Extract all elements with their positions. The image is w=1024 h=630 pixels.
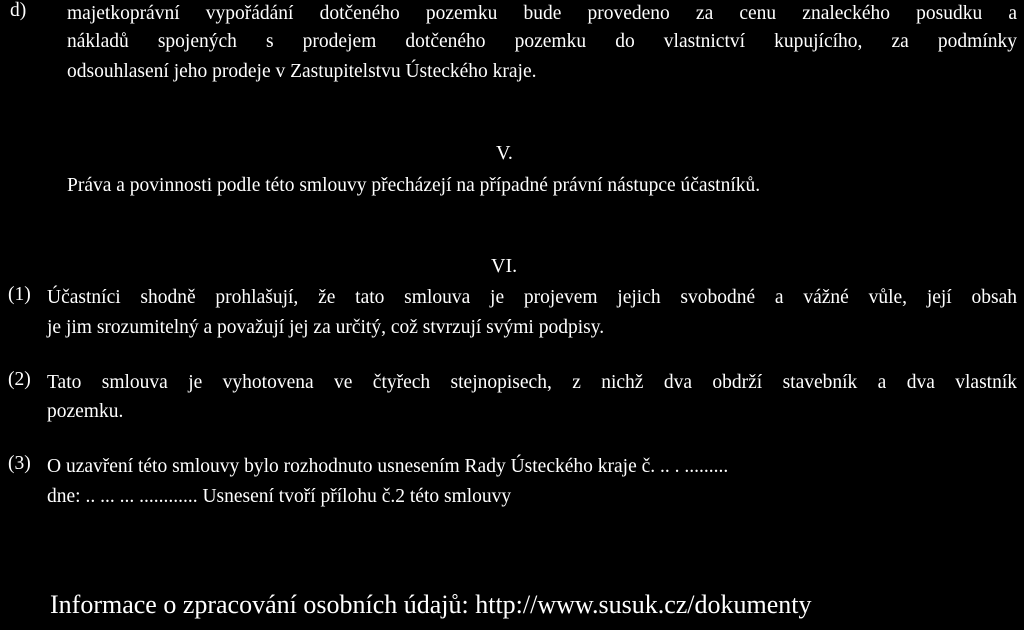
item-2-line-1: Tato smlouva je vyhotovena ve čtyřech stejnopisech, z nichž dva obdrží stavebník a dva vlastník xyxy=(47,372,1017,393)
item-1-line-1: Účastníci shodně prohlašují, že tato smlouva je projevem jejich svobodné a vážné vůle, její obsah xyxy=(47,287,1017,308)
section-vi-heading: VI. xyxy=(491,255,518,277)
section-d-line-1: majetkoprávní vypořádání dotčeného pozemku bude provedeno za cenu znaleckého posudku a xyxy=(67,3,1017,24)
section-d-marker: d) xyxy=(10,0,27,21)
footer-info: Informace o zpracování osobních údajů: http://www.susuk.cz/dokumenty xyxy=(50,590,812,619)
item-3-line-2: dne: .. ... ... ............ Usnesení tvoří přílohu č.2 této smlouvy xyxy=(47,486,512,507)
section-v-heading: V. xyxy=(496,142,513,164)
section-d-line-3: odsouhlasení jeho prodeje v Zastupitelstvu Ústeckého kraje. xyxy=(67,61,537,82)
item-1-line-2: je jim srozumitelný a považují jej za určitý, což stvrzují svými podpisy. xyxy=(47,317,605,338)
item-1-number: (1) xyxy=(8,284,31,305)
item-2-line-2: pozemku. xyxy=(47,401,124,422)
item-2-number: (2) xyxy=(8,369,31,390)
section-d-line-2: nákladů spojených s prodejem dotčeného pozemku do vlastnictví kupujícího, za podmínky xyxy=(67,31,1017,52)
item-3-number: (3) xyxy=(8,453,31,474)
item-3-line-1: O uzavření této smlouvy bylo rozhodnuto usnesením Rady Ústeckého kraje č. .. . ......... xyxy=(47,456,729,477)
section-v-text: Práva a povinnosti podle této smlouvy přecházejí na případné právní nástupce účastníků. xyxy=(67,175,761,196)
